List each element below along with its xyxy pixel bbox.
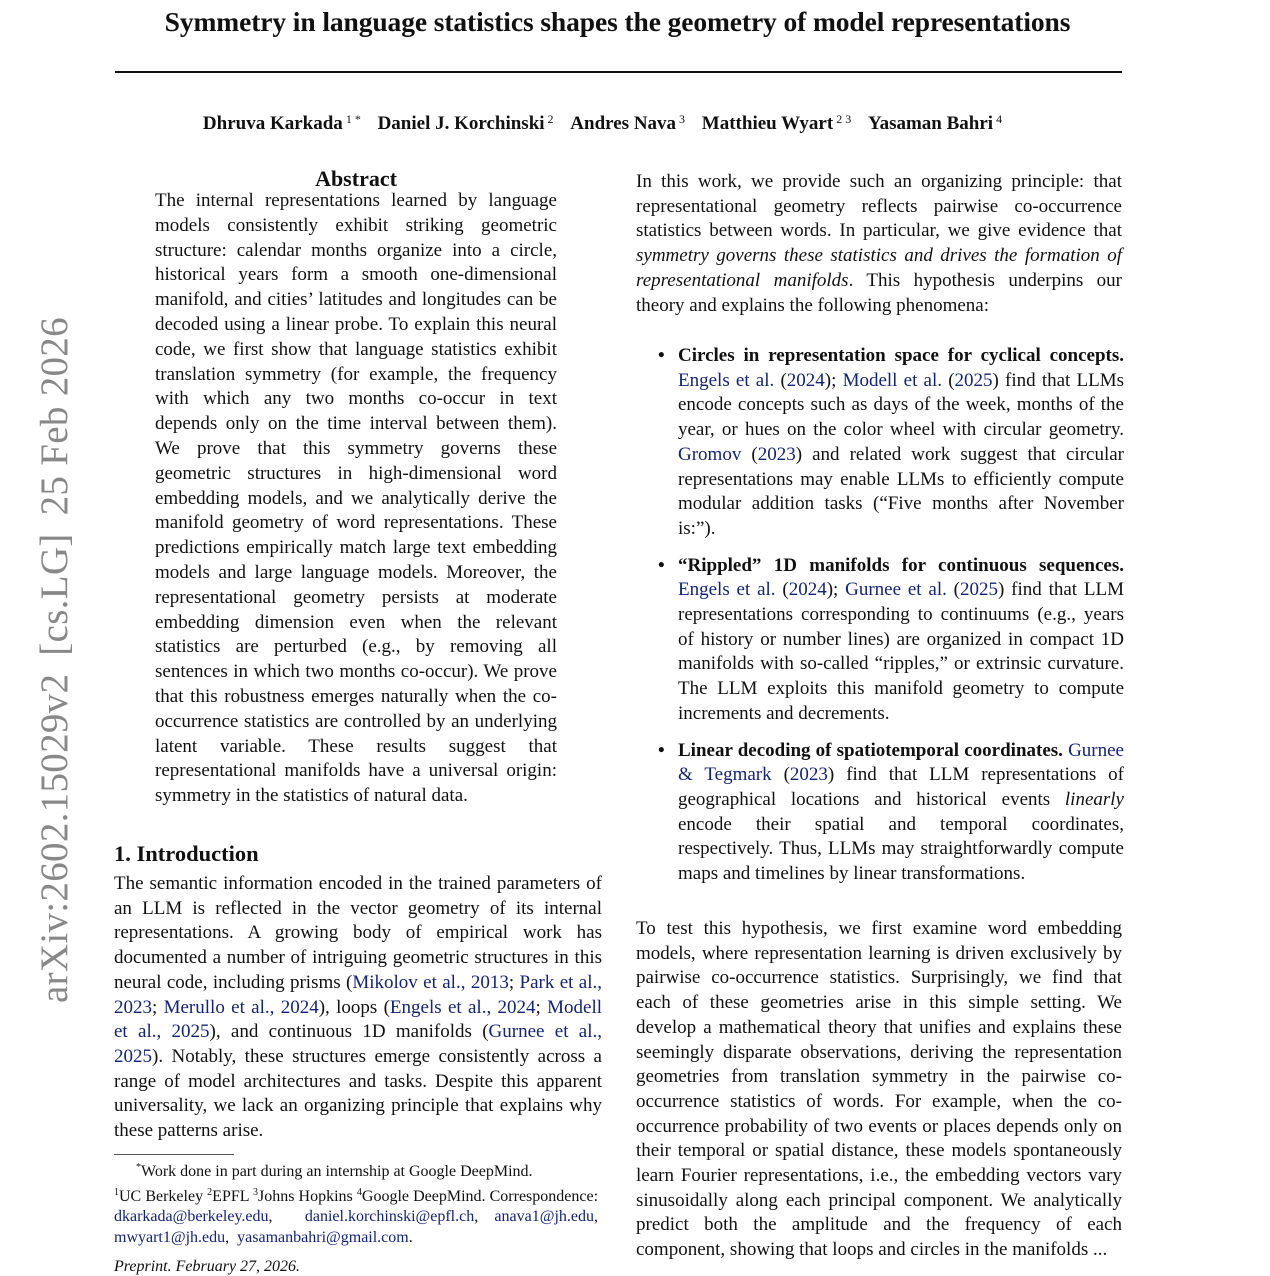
- preprint-date: Preprint. February 27, 2026.: [114, 1258, 301, 1275]
- email-link[interactable]: dkarkada@berkeley.edu: [114, 1208, 269, 1225]
- citation-year-link[interactable]: 2023: [789, 764, 828, 786]
- bullet-icon: •: [658, 554, 665, 576]
- citation-year-link[interactable]: 2023: [757, 443, 796, 465]
- author: Andres Nava $^3$: [570, 112, 686, 134]
- list-item: • “Rippled” 1D manifolds for continuous sequences. Engels et al. (2024); Gurnee et al. (2025) find that LLM representations corresponding to continuums (e.g., years of history or number lines) are organized in compact 1D manifolds with so-called “ripples,” or extrinsic curvature. The LLM exploits this manifold geometry to compute increments and decrements.: [658, 554, 1125, 724]
- title-rule: [115, 71, 1122, 73]
- citation-link[interactable]: Park et al., 2023: [114, 971, 602, 1018]
- citation-link[interactable]: Engels et al., 2024: [389, 996, 536, 1018]
- abstract-heading: Abstract: [315, 166, 397, 191]
- bullet-icon: •: [658, 345, 665, 366]
- bullet-icon: •: [658, 739, 665, 761]
- footnote: *Work done in part during an internship at Google DeepMind. $^1$UC Berkeley $^2$EPFL $^3$Johns Hopkins $^4$Google DeepMind. Correspondence: dkarkada@berkeley.edu, daniel.korchinski@epfl.ch, anava1@jh.edu, mwyart1@jh.edu, yasamanbahri@gmail.com.: [114, 1162, 603, 1246]
- email-link[interactable]: mwyart1@jh.edu: [114, 1228, 226, 1246]
- author: Dhruva Karkada $^{1 *}$: [202, 112, 361, 134]
- arxiv-stamp: [32, 299, 77, 1003]
- introduction-paragraph: The semantic information encoded in the trained parameters of an LLM is reflected in the vector geometry of its internal representations. A growing body of empirical work has documented a number of intriguing geometric structures in this neural code, including prisms (Mikolov et al., 2013; Park et al., 2023; Merullo et al., 2024), loops (Engels et al., 2024; Modell et al., 2025), and continuous 1D manifolds (Gurnee et al., 2025). Notably, these structures emerge consistently across a range of model architectures and tasks. Despite this apparent universality, we lack an organizing principle that explains why these patterns arise.: [114, 873, 603, 1142]
- citation-link[interactable]: Engels et al.: [678, 579, 776, 601]
- citation-year-link[interactable]: 2024: [788, 579, 827, 601]
- paper-title: Symmetry in language statistics shapes the geometry of model representations: [164, 6, 1071, 37]
- citation-link[interactable]: Gurnee et al., 2025: [114, 1021, 602, 1067]
- organizing-principle-paragraph: In this work, we provide such an organizing principle: that representational geometry reflects pairwise co-occurrence statistics between words. In particular, we give evidence that symmetry governs these statistics and drives the formation of representational manifolds. This hypothesis underpins our theory and explains the following phenomena:: [636, 171, 1123, 316]
- section-heading-introduction: 1. Introduction: [114, 841, 259, 866]
- arxiv-category: [cs.LG]: [33, 533, 76, 656]
- email-link[interactable]: daniel.korchinski@epfl.ch: [304, 1208, 475, 1225]
- author: Matthieu Wyart $^{2 3}$: [701, 112, 852, 134]
- citation-link[interactable]: Gurnee & Tegmark: [678, 739, 1124, 786]
- citation-link[interactable]: Modell et al.: [842, 369, 943, 391]
- citation-year-link[interactable]: 2025: [954, 369, 993, 391]
- abstract-text: The internal representations learned by language models consistently exhibit striking geometric structure: calendar months organize into a circle, historical years form a smooth one-dimensional manifold, and cities’ latitudes and longitudes can be decoded using a linear probe. To explain this neural code, we first show that language statistics exhibit translation symmetry (for example, the frequency with which any two months co-occur in text depends only on the time interval between them). We prove that this symmetry governs these geometric structures in high-dimensional word embedding models, and we analytically derive the manifold geometry of word representations. These predictions empirically match large text embedding models and large language models. Moreover, the representational geometry persists at moderate embedding dimension even when the relevant statistics are perturbed (e.g., by removing all sentences in which two months co-occur). We prove that this robustness emerges naturally when the co-occurrence statistics are controlled by an underlying latent variable. These results suggest that representational manifolds have a universal origin: symmetry in the statistics of natural data.: [155, 190, 557, 807]
- list-item: • Linear decoding of spatiotemporal coordinates. Gurnee & Tegmark (2023) find that LLM representations of geographical locations and historical events linearly encode their spatial and temporal coordinates, respectively. Thus, LLMs may straightforwardly compute maps and timelines by linear transformations.: [658, 739, 1125, 885]
- author-list: [0, 112, 1205, 135]
- citation-link[interactable]: Merullo et al., 2024: [163, 996, 319, 1018]
- arxiv-date: 25 Feb 2026: [33, 317, 76, 516]
- citation-link[interactable]: Modell et al., 2025: [114, 996, 603, 1043]
- citation-link[interactable]: Gurnee et al.: [845, 579, 947, 601]
- citation-year-link[interactable]: 2025: [960, 579, 999, 601]
- citation-year-link[interactable]: 2024: [786, 369, 825, 391]
- email-link[interactable]: yasamanbahri@gmail.com: [237, 1228, 409, 1246]
- footnote-rule: [114, 1154, 234, 1155]
- citation-link[interactable]: Gromov: [678, 443, 742, 465]
- hypothesis-test-paragraph: To test this hypothesis, we first examine word embedding models, where representation learning is driven exclusively by pairwise co-occurrence statistics. Surprisingly, we find that each of these geometries arise in this simple setting. We develop a mathematical theory that unifies and explains these seemingly disparate observations, deriving the representation geometries from translation symmetry in the pairwise co-occurrence statistics of words. For example, when the co-occurrence probability of two events or places depends only on their temporal or spatial distance, these models spontaneously learn Fourier representations, i.e., the embedding vectors vary sinusoidally along each principal component. We analytically predict both the amplitude and the frequency of each component, showing that loops and circles in the manifolds ...: [636, 918, 1122, 1261]
- author: Daniel J. Korchinski $^2$: [377, 112, 554, 134]
- citation-link[interactable]: Mikolov et al., 2013: [352, 971, 509, 993]
- author: Yasaman Bahri $^4$: [867, 112, 1003, 134]
- phenomena-list: [636, 344, 1124, 899]
- email-link[interactable]: anava1@jh.edu: [494, 1208, 595, 1225]
- list-item: • Circles in representation space for cyclical concepts. Engels et al. (2024); Modell et al. (2025) find that LLMs encode concepts such as days of the week, months of the year, or hues on the color wheel with circular geometry. Gromov (2023) and related work suggest that circular representations may enable LLMs to efficiently compute modular addition tasks (“Five months after November is:”).: [658, 345, 1125, 539]
- arxiv-id: arXiv:2602.15029v2: [33, 673, 76, 1003]
- citation-link[interactable]: Engels et al.: [678, 369, 775, 391]
